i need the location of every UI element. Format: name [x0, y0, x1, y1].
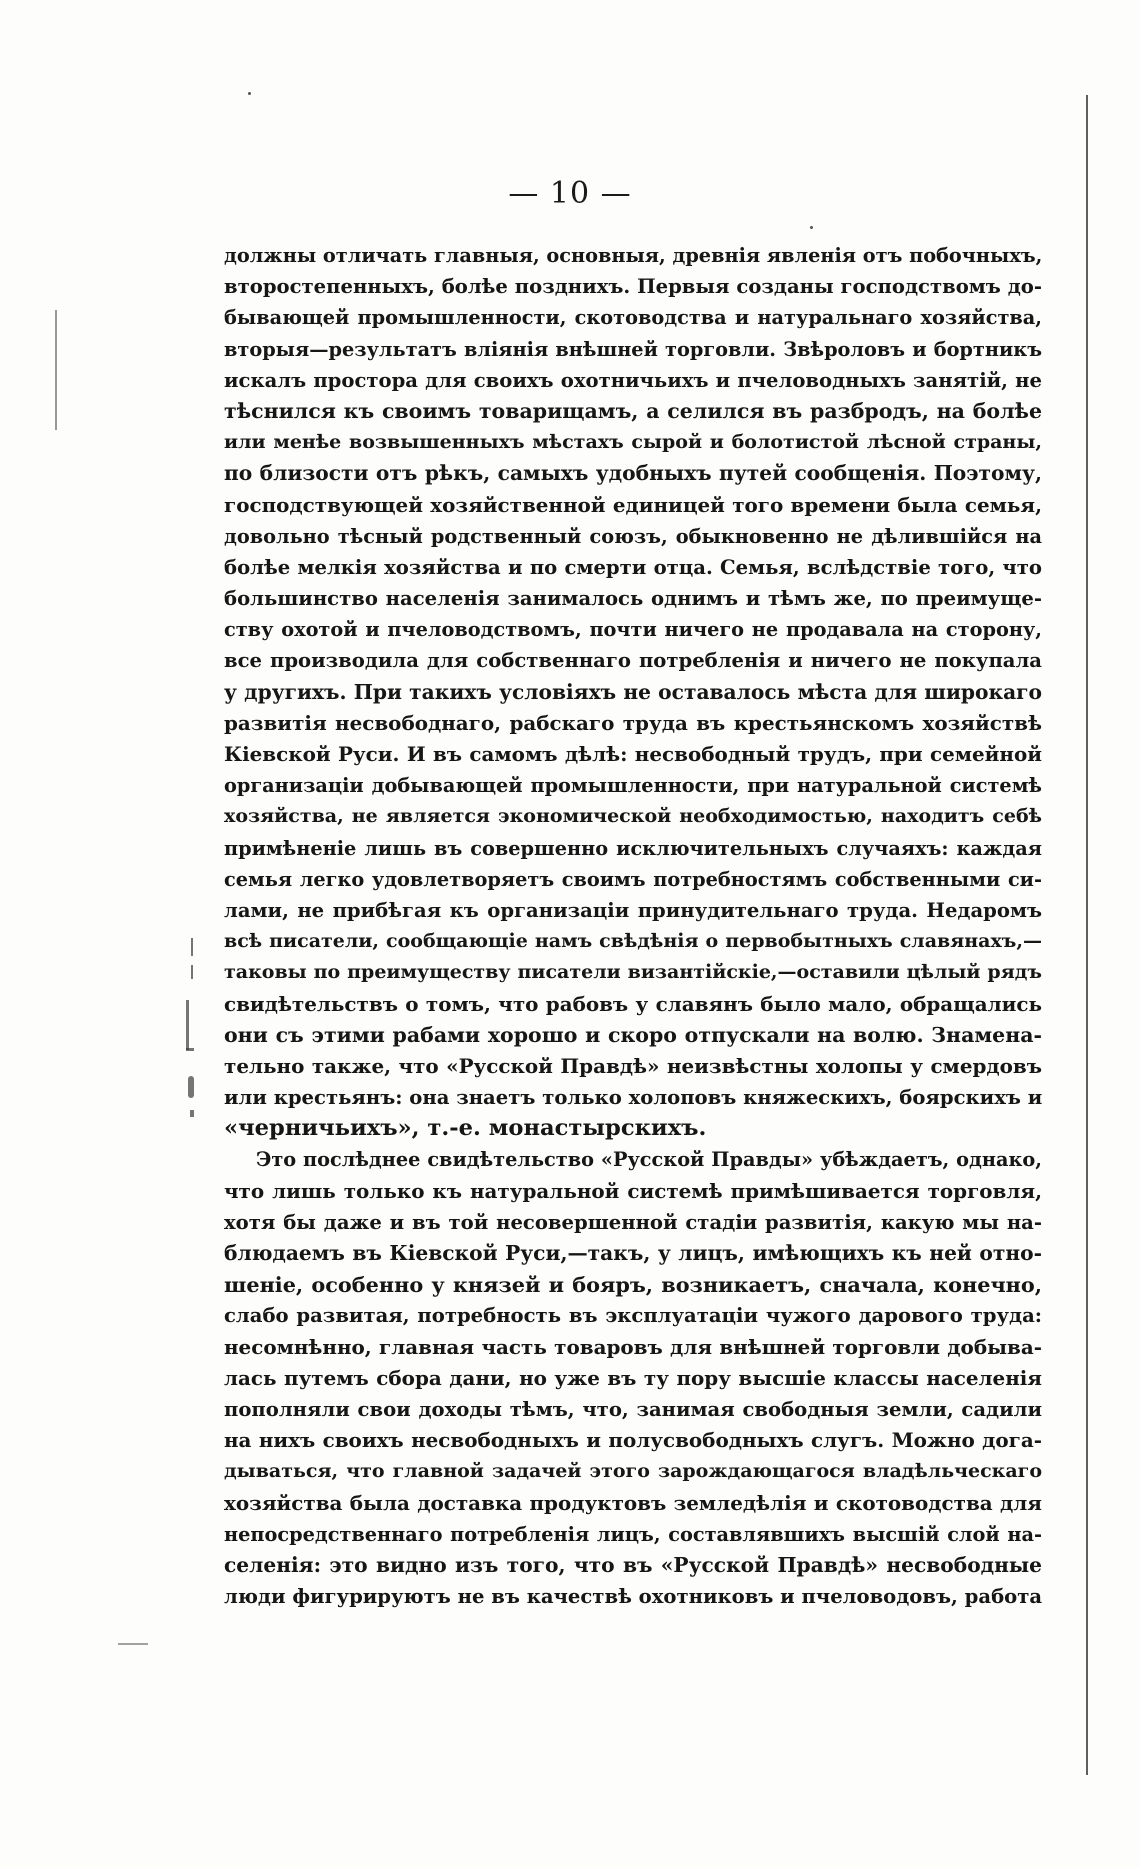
text-line: довольно тѣсный родственный союзъ, обыкновенно не дѣлившійся на [224, 524, 1042, 548]
text-line: вторыя—результатъ вліянія внѣшней торговли. Звѣроловъ и бортникъ [224, 337, 1042, 361]
page-number: — 10 — [508, 176, 632, 211]
text-line: слабо развитая, потребность въ эксплуатаціи чужого дарового труда: [224, 1304, 1042, 1328]
text-line: несомнѣнно, главная часть товаровъ для внѣшней торговли добыва- [224, 1334, 1042, 1359]
text-line: или менѣе возвышенныхъ мѣстахъ сырой и болотистой лѣсной страны, [224, 431, 1042, 454]
text-line: селенія: это видно изъ того, что въ «Русской Правдѣ» несвободные [224, 1552, 1042, 1577]
body-text [224, 240, 1042, 1612]
text-line: должны отличать главныя, основныя, древнія явленія отъ побочныхъ, [224, 244, 1042, 267]
pencil-margin-mark [191, 965, 193, 979]
text-line: хозяйства, не является экономической необходимостью, находитъ себѣ [224, 805, 1042, 828]
scan-speck [248, 92, 251, 95]
text-line: ству охотой и пчеловодствомъ, почти ничего не продавала на сторону, [224, 618, 1042, 642]
pencil-margin-bracket [186, 1000, 189, 1050]
page-edge-line [1086, 95, 1088, 1775]
paragraph-start-line: Это послѣднее свидѣтельство «Русской Правды» убѣждаетъ, однако, [256, 1148, 1042, 1172]
paragraph-end-line: «черничьихъ», т.-е. монастырскихъ. [224, 1115, 707, 1142]
text-line: организаціи добывающей промышленности, при натуральной системѣ [224, 774, 1042, 798]
pencil-dot [190, 1110, 194, 1117]
pencil-margin-bracket-foot [186, 1048, 194, 1051]
text-line: у другихъ. При такихъ условіяхъ не оставалось мѣста для широкаго [224, 679, 1042, 704]
text-line: лами, не прибѣгая къ организаціи принудительнаго труда. Недаромъ [224, 898, 1042, 922]
left-margin-line [55, 310, 57, 430]
text-line: блюдаемъ въ Кіевской Руси,—такъ, у лицъ, имѣющихъ къ ней отно- [224, 1241, 1042, 1265]
pencil-question-mark [188, 1076, 194, 1098]
text-line: лась путемъ сбора дани, но уже въ ту пору высшіе классы населенія [224, 1365, 1042, 1390]
text-line: тѣснился къ своимъ товарищамъ, а селился въ разбродъ, на болѣе [224, 398, 1042, 423]
scan-speck [810, 226, 813, 229]
text-line: люди фигурируютъ не въ качествѣ охотниковъ и пчеловодовъ, работа [224, 1585, 1042, 1609]
text-line: они съ этими рабами хорошо и скоро отпускали на волю. Знамена- [224, 1022, 1042, 1047]
text-line: бывающей промышленности, скотоводства и натуральнаго хозяйства, [224, 306, 1042, 330]
text-line: все производила для собственнаго потребленія и ничего не покупала [224, 649, 1042, 673]
text-line: таковы по преимуществу писатели византійскіе,—оставили цѣлый рядъ [224, 961, 1042, 984]
text-line: или крестьянъ: она знаетъ только холоповъ княжескихъ, боярскихъ и [224, 1086, 1042, 1110]
text-line: по близости отъ рѣкъ, самыхъ удобныхъ путей сообщенія. Поэтому, [224, 461, 1042, 486]
text-line: болѣе мелкія хозяйства и по смерти отца. Семья, вслѣдствіе того, что [224, 555, 1042, 579]
text-line: пополняли свои доходы тѣмъ, что, занимая свободныя земли, садили [224, 1397, 1042, 1421]
text-line: примѣненіе лишь въ совершенно исключительныхъ случаяхъ: каждая [224, 836, 1042, 860]
text-line: искалъ простора для своихъ охотничьихъ и пчеловодныхъ занятій, не [224, 368, 1042, 392]
text-line: шеніе, особенно у князей и бояръ, возникаетъ, сначала, конечно, [224, 1272, 1042, 1298]
text-line: хозяйства была доставка продуктовъ земледѣлія и скотоводства для [224, 1490, 1042, 1515]
text-line: на нихъ своихъ несвободныхъ и полусвободныхъ слугъ. Можно дога- [224, 1428, 1042, 1453]
text-line: Кіевской Руси. И въ самомъ дѣлѣ: несвободный трудъ, при семейной [224, 742, 1042, 766]
text-line: свидѣтельствъ о томъ, что рабовъ у славянъ было мало, обращались [224, 991, 1042, 1016]
text-line: дываться, что главной задачей этого зарождающагося владѣльческаго [224, 1460, 1042, 1483]
text-line: всѣ писатели, сообщающіе намъ свѣдѣнія о первобытныхъ славянахъ,— [224, 930, 1042, 953]
text-line: тельно также, что «Русской Правдѣ» неизвѣстны холопы у смердовъ [224, 1053, 1042, 1078]
text-line: развитія несвободнаго, рабскаго труда въ крестьянскомъ хозяйствѣ [224, 710, 1042, 735]
text-line: что лишь только къ натуральной системѣ примѣшивается торговля, [224, 1178, 1042, 1203]
text-line: хотя бы даже и въ той несовершенной стадіи развитія, какую мы на- [224, 1210, 1042, 1234]
text-line: господствующей хозяйственной единицей того времени была семья, [224, 492, 1042, 517]
pencil-dash-mark [118, 1643, 148, 1645]
text-line: семья легко удовлетворяетъ своимъ потребностямъ собственными си- [224, 867, 1042, 891]
text-line: непосредственнаго потребленія лицъ, составлявшихъ высшій слой на- [224, 1522, 1042, 1546]
pencil-margin-mark [191, 938, 193, 956]
text-line: большинство населенія занималось однимъ и тѣмъ же, по преимуще- [224, 587, 1042, 611]
text-line: второстепенныхъ, болѣе позднихъ. Первыя созданы господствомъ до- [224, 275, 1042, 299]
